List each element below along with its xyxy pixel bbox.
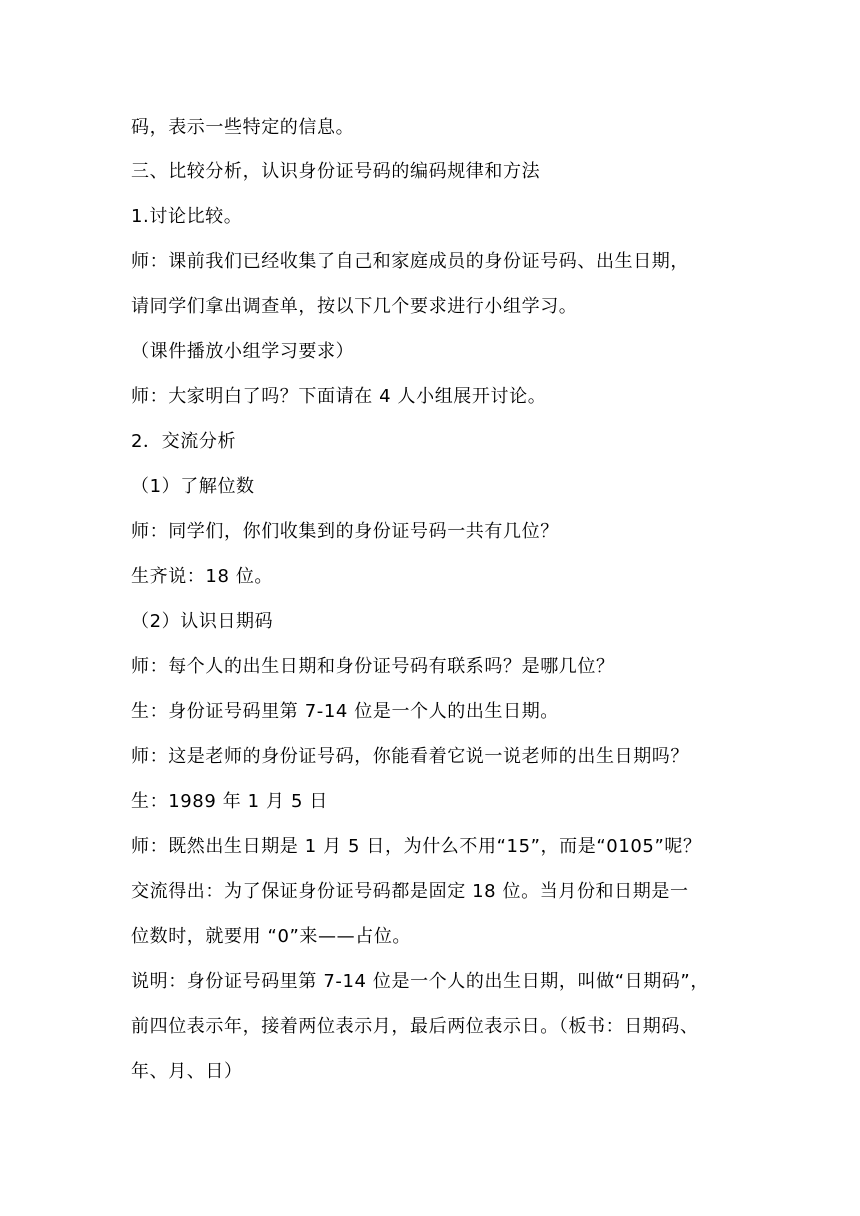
text-line: 师：这是老师的身份证号码，你能看着它说一说老师的出生日期吗？	[131, 746, 689, 767]
section-heading: 三、比较分析，认识身份证号码的编码规律和方法	[131, 161, 541, 182]
text-line: 生：1989 年 1 月 5 日	[131, 791, 328, 812]
text-line: 师：每个人的出生日期和身份证号码有联系吗？是哪几位？	[131, 656, 615, 677]
text-line: 师：同学们，你们收集到的身份证号码一共有几位？	[131, 521, 559, 542]
text-line: 师：既然出生日期是 1 月 5 日，为什么不用“15”，而是“0105”呢？	[131, 836, 702, 857]
subheading: （2）认识日期码	[131, 611, 274, 632]
subheading: 2．交流分析	[131, 431, 237, 452]
text-line: 前四位表示年，接着两位表示月，最后两位表示日。（板书：日期码、	[131, 1016, 699, 1037]
text-line: 说明：身份证号码里第 7-14 位是一个人的出生日期，叫做“日期码”，	[131, 971, 709, 992]
text-line: 码，表示一些特定的信息。	[131, 117, 355, 138]
text-line: 师：大家明白了吗？下面请在 4 人小组展开讨论。	[131, 386, 547, 407]
text-line: 年、月、日）	[131, 1061, 243, 1082]
text-line: （课件播放小组学习要求）	[131, 341, 355, 362]
subheading: （1）了解位数	[131, 476, 255, 497]
text-line: 生齐说：18 位。	[131, 566, 274, 587]
subheading: 1.讨论比较。	[131, 206, 243, 227]
text-line: 师：课前我们已经收集了自己和家庭成员的身份证号码、出生日期，	[131, 251, 689, 272]
text-line: 位数时，就要用 “0”来——占位。	[131, 926, 412, 947]
text-line: 生：身份证号码里第 7-14 位是一个人的出生日期。	[131, 701, 559, 722]
text-line: 请同学们拿出调查单，按以下几个要求进行小组学习。	[131, 296, 578, 317]
text-line: 交流得出：为了保证身份证号码都是固定 18 位。当月份和日期是一	[131, 881, 689, 902]
